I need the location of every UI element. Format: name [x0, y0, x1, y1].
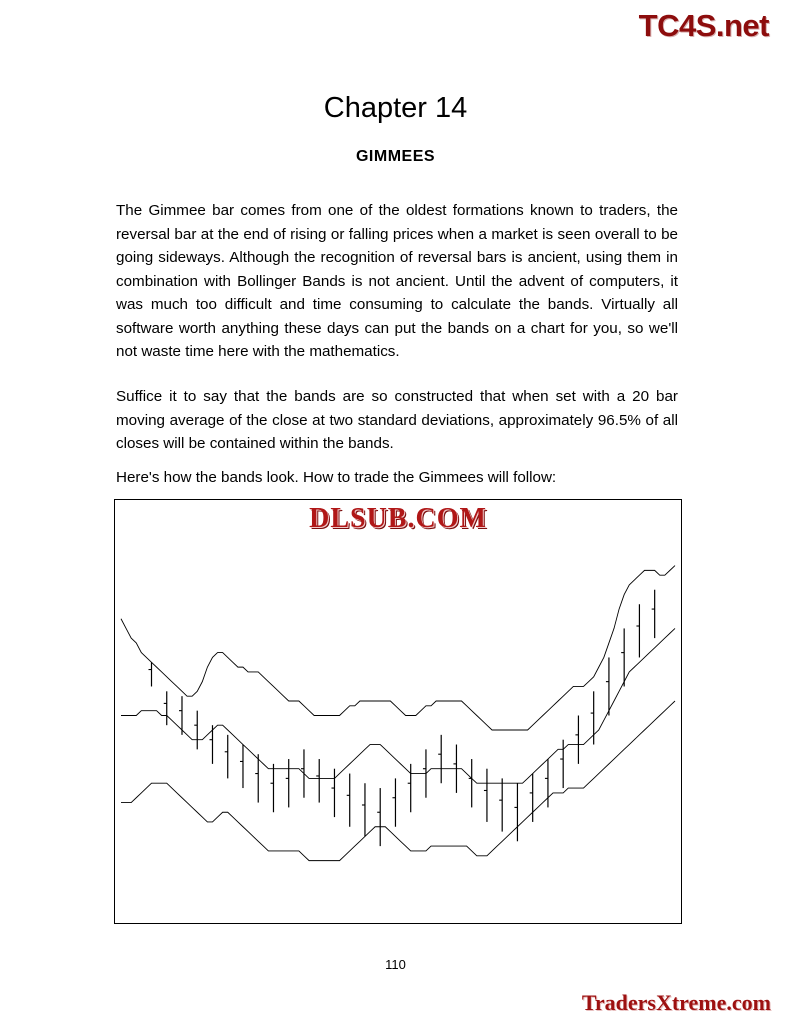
band-line-middle-band	[121, 628, 675, 783]
chapter-heading: Chapter 14	[323, 92, 468, 124]
bottom-right-watermark: TradersXtreme.com	[581, 990, 771, 1015]
paragraph-two: Suffice it to say that the bands are so constructed that when set with a 20 bar moving average of the close at two standard deviations, approximately 96.5% of all closes will be contained within the bands.	[116, 388, 678, 452]
bollinger-band-chart	[114, 499, 682, 924]
paragraph-one: The Gimmee bar comes from one of the oldest formations known to traders, the reversal bar at the end of rising or falling prices when a market is seen overall to be going sideways. Although the recognition of reversal bars is ancient, using them in combination with Bollinger Bands is not ancient. Until the advent of computers, it was much too difficult and time consuming to calculate the bands. Virtually all software worth anything these days can put the bands on a chart for you, so we'll not waste time here with the mathematics.	[116, 202, 678, 360]
chart-overlay-watermark: DLSUB.COM	[309, 503, 487, 534]
paragraph-three: Here's how the bands look. How to trade the Gimmees will follow:	[116, 469, 557, 486]
chart-canvas	[115, 500, 681, 923]
chapter-subtitle: GIMMEES	[355, 148, 436, 165]
band-line-upper-band	[121, 566, 675, 730]
top-right-watermark: TC4S.net	[638, 8, 769, 43]
band-line-lower-band	[121, 701, 675, 861]
page-number: 110	[385, 957, 406, 972]
